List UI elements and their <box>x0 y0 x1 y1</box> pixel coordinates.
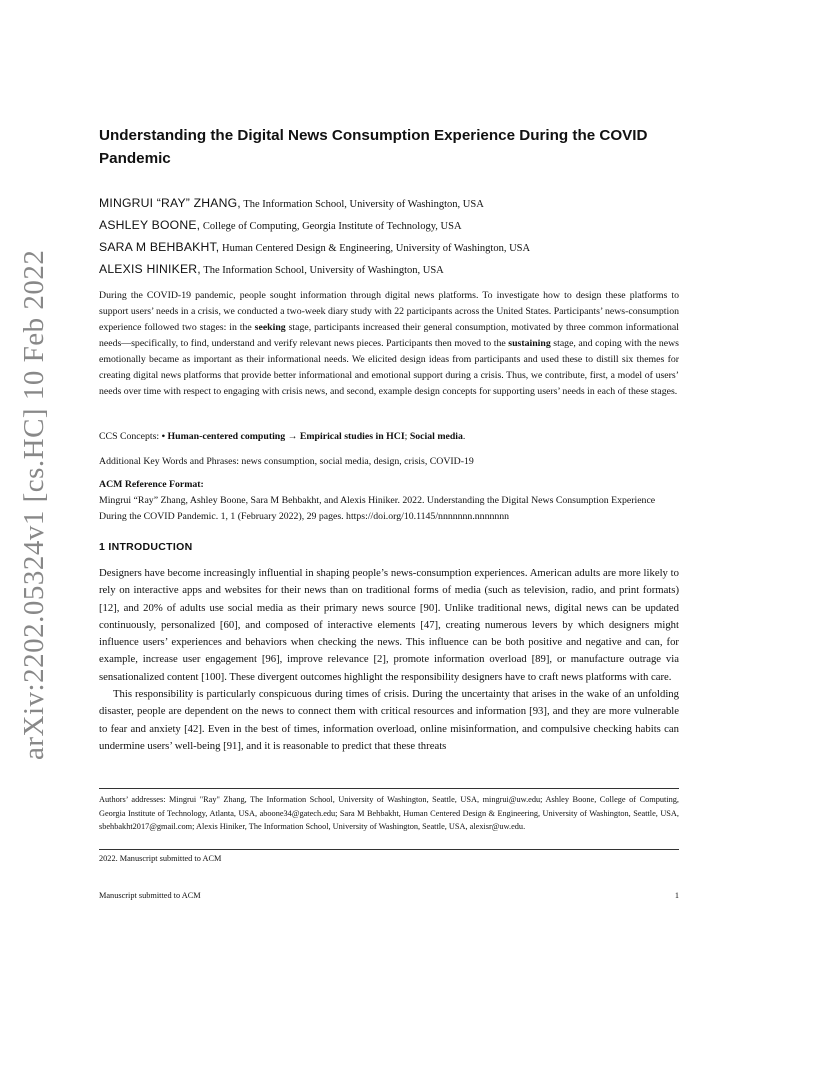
abstract-text: stage, participants increased their general consumption, motivated by three common informational needs—specifically, to find, understand and verify relevant news pieces. Participants then moved to the <box>99 322 680 349</box>
ccs-bullet: • <box>161 431 168 442</box>
abstract-text: During the COVID-19 pandemic, people sought information through digital news platforms. To investigate how to design these platforms to support users’ needs in a crisis, we conducted a two-week diary study with 22 participants across the United States. Participants’ news-consumption experience followed two stages: in the <box>99 290 679 333</box>
body-paragraph: This responsibility is particularly conspicuous during times of crisis. During the uncertainty that arises in the wake of an unfolding disaster, people are dependent on the news to connect them with critical resources and information [93], and they are more vulnerable to fear and anxiety [42]. Even in the best of times, information overload, online misinformation, and compulsive checking habits can undermine users’ well-being [91], and it is reasonable to predict that these threats <box>99 688 679 752</box>
author-affiliation: College of Computing, Georgia Institute of Technology, USA <box>200 221 462 232</box>
arxiv-identifier: arXiv:2202.05324v1 [cs.HC] 10 Feb 2022 <box>18 249 50 760</box>
abstract-term-seeking: seeking <box>254 322 286 333</box>
author-entry <box>99 214 699 236</box>
author-affiliation: The Information School, University of Washington, USA <box>240 199 484 210</box>
page-number: 1 <box>674 891 679 900</box>
running-footer <box>99 891 679 900</box>
author-name: ASHLEY BOONE, <box>99 218 201 232</box>
footnote-author-addresses: Authors’ addresses: Mingrui "Ray" Zhang, The Information School, University of Washington, Seattle, USA, mingrui@uw.edu; Ashley Boone, College of Computing, Georgia Institute of Technology, Atlanta, USA, aboone34@gatech.edu; Sara M Behbakht, Human Centered Design & Engineering, University of Washington, Seattle, USA, sbehbakht2017@gmail.com; Alexis Hiniker, The Information School, University of Washington, Seattle, USA, alexisr@uw.edu. <box>99 795 679 831</box>
abstract-text: stage, and coping with the news emotionally became as important as their informational needs. We elicited design ideas from participants and used these to distill six themes for creating digital news platforms that provide better informational and emotional support during a crisis. Thus, we contribute, first, a model of users’ needs over time with respect to engaging with crisis news, and second, example design concepts for supporting users’ needs in each of these stages. <box>99 338 679 397</box>
abstract <box>99 288 679 400</box>
author-name: SARA M BEHBAKHT, <box>99 240 220 254</box>
footer-left-text: Manuscript submitted to ACM <box>99 891 201 900</box>
author-name: MINGRUI “RAY” ZHANG, <box>99 196 241 210</box>
keywords: Additional Key Words and Phrases: news consumption, social media, design, crisis, COVID-19 <box>99 456 474 467</box>
body-paragraph: Designers have become increasingly influential in shaping people’s news-consumption experiences. American adults are more likely to rely on interactive apps and websites for their news than on traditional forms of media (such as television, radio, and print formats) [12], and 20% of adults use social media as their primary news source [90]. Unlike traditional news, digital news can be updated continuously, personalized [60], and composed of interactive elements [47], creating numerous levers by which designers might influence users’ experiences and behaviors when checking the news. This influence can be both positive and negative and can, for example, increase user engagement [96], improve relevance [2], promote information overload [89], or manufacture outrage via sensationalized content [100]. These divergent outcomes highlight the responsibility designers have to craft news platforms with care. <box>99 567 679 683</box>
ccs-term: Empirical studies in HCI <box>299 431 405 442</box>
introduction-body <box>99 565 679 755</box>
author-affiliation: Human Centered Design & Engineering, University of Washington, USA <box>219 243 531 254</box>
acm-reference-heading: ACM Reference Format: <box>99 479 204 490</box>
ccs-end: . <box>462 431 466 442</box>
ccs-concepts <box>99 429 679 445</box>
abstract-term-sustaining: sustaining <box>508 338 551 349</box>
author-list <box>99 192 699 280</box>
author-name: ALEXIS HINIKER, <box>99 262 201 276</box>
ccs-term: Human-centered computing <box>167 431 286 442</box>
acm-reference-format <box>99 477 679 525</box>
ccs-arrow: → <box>285 431 300 442</box>
ccs-label: CCS Concepts: <box>99 431 162 442</box>
footnote-rule <box>99 788 679 789</box>
author-affiliation: The Information School, University of Washington, USA <box>200 265 444 276</box>
ccs-separator: ; <box>404 431 410 442</box>
acm-reference-text: Mingrui “Ray” Zhang, Ashley Boone, Sara M Behbakht, and Alexis Hiniker. 2022. Understanding the Digital News Consumption Experience During the COVID Pandemic. 1, 1 (February 2022), 29 pages. https://doi.org/10.1145/nnnnnnn.nnnnnnn <box>99 495 656 522</box>
paper-title: Understanding the Digital News Consumption Experience During the COVID Pandemic <box>99 127 648 167</box>
footnote-submitted: 2022. Manuscript submitted to ACM <box>99 854 222 863</box>
author-entry <box>99 192 699 214</box>
author-entry <box>99 236 699 258</box>
ccs-term: Social media <box>409 431 463 442</box>
section-heading-introduction: 1 INTRODUCTION <box>99 541 193 553</box>
author-entry <box>99 258 699 280</box>
footnote-rule <box>99 849 679 850</box>
